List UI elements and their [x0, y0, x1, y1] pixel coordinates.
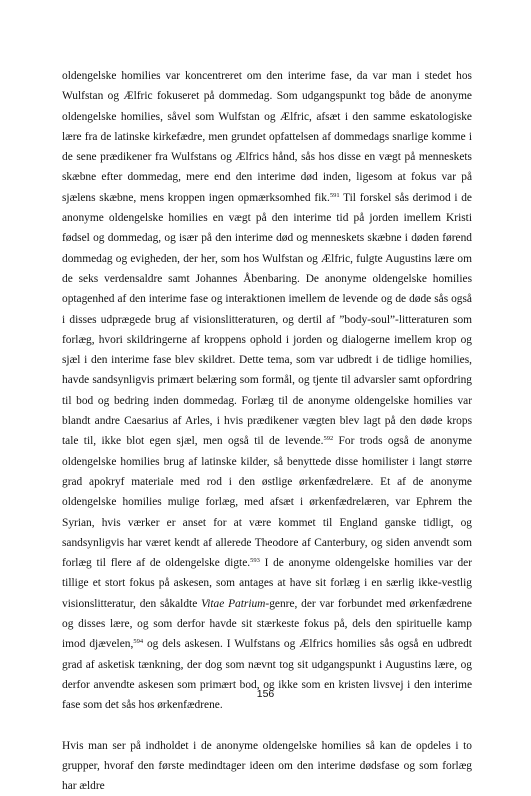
text-run: oldengelske homilies var koncentreret om den interime fase, da var man i stedet hos Wulfstan og Ælfric fokuseret på dommedag. Som udgangspunkt tog både de anonyme oldengelske homilies, såvel som Wulfstan og Ælfric, afsæt i den samme eskatologiske lære fra de latinske kirkefædre, men grundet opfattelsen af dommedags snarlige komme i de sene prædikener fra Wulfstans og Ælfrics hånd, sås hos disse en vægt på menneskets skæbne efter dommedag, mere end den interime død inden, ligesom at fokus var på sjælens skæbne, mens kroppen ingen opmærksomhed fik. — [62, 70, 472, 204]
text-run: Til forskel sås derimod i de anonyme oldengelske homilies en vægt på den interime tid på jorden imellem Kristi fødsel og dommedag, og især på den interime død og menneskets skæbne i døden førend dommedag og evigheden, der her, som hos Wulfstan og Ælfric, fulgte Augustins lære om de seks verdensaldre samt Johannes Åbenbaring. De anonyme oldengelske homilies optagenhed af den interime fase og interaktionen imellem de levende og de døde sås også i disses udprægede brug af visionslitteraturen, og dertil af ”body-soul”-litteraturen som forlæg, hvori skildringerne af kroppens ophold i jorden og dialogerne imellem krop og sjæl i den interime fase blev skildret. Dette tema, som var udbredt i de tidlige homilies, havde sandsynligvis primært belæring som formål, og tjente til advarsler samt opfordring til bod og bedring inden dommedag. Forlæg til de anonyme oldengelske homilies var blandt andre Caesarius af Arles, i hvis prædikener vægten blev lagt på den døde krops tale til, ikke blot egen sjæl, men også til de levende. — [62, 192, 472, 448]
text-run: -genre, der var forbundet med ørkenfædrene og disses lære, og som derfor havde sit stærkeste fokus på, dels den spirituelle kamp imod djævelen, — [62, 598, 472, 651]
page-number: 156 — [0, 688, 531, 700]
text-run: For trods også de anonyme oldengelske homilies brug af latinske kilder, så benyttede disse homilister i langt større grad apokryf materiale med rod i den østlige ørkenfædrelære. Et af de anonyme oldengelske homilies mulige forlæg, med afsæt i ørkenfædrelæren, var Ephrem the Syrian, hvis værker er anset for at være kommet til England ganske tidligt, og sandsynligvis har været kendt af allerede Theodore af Canterbury, og siden anvendt som forlæg til flere af de oldengelske digte. — [62, 435, 472, 569]
footnote-ref: 594 — [133, 638, 143, 645]
text-run: og dels askesen. I Wulfstans og Ælfrics homilies sås også en udbredt grad af asketisk tænkning, der dog som nævnt tog sit udgangspunkt i Augustins lære, og derfor anvendte askesen som primært bod, og ikke som en kristen livsvej i den interime fase som det sås hos ørkenfædrene. — [62, 638, 472, 711]
italic-title: Vitae Patrium — [201, 598, 265, 610]
paragraph — [62, 736, 472, 796]
text-run: Hvis man ser på indholdet i de anonyme oldengelske homilies så kan de opdeles i to grupper, hvoraf den første medindtager ideen om den interime dødsfase og som forlæg har ældre — [62, 740, 472, 793]
footnote-ref: 593 — [250, 557, 260, 564]
footnote-ref: 591 — [330, 192, 340, 199]
footnote-ref: 592 — [323, 435, 333, 442]
text-run: I de anonyme oldengelske homilies var der tillige et stort fokus på askesen, som antages at have sit forlæg i en særlig ikke-vestlig visionslitteratur, den såkaldte — [62, 557, 472, 610]
body-text — [62, 66, 472, 796]
paragraph — [62, 66, 472, 716]
